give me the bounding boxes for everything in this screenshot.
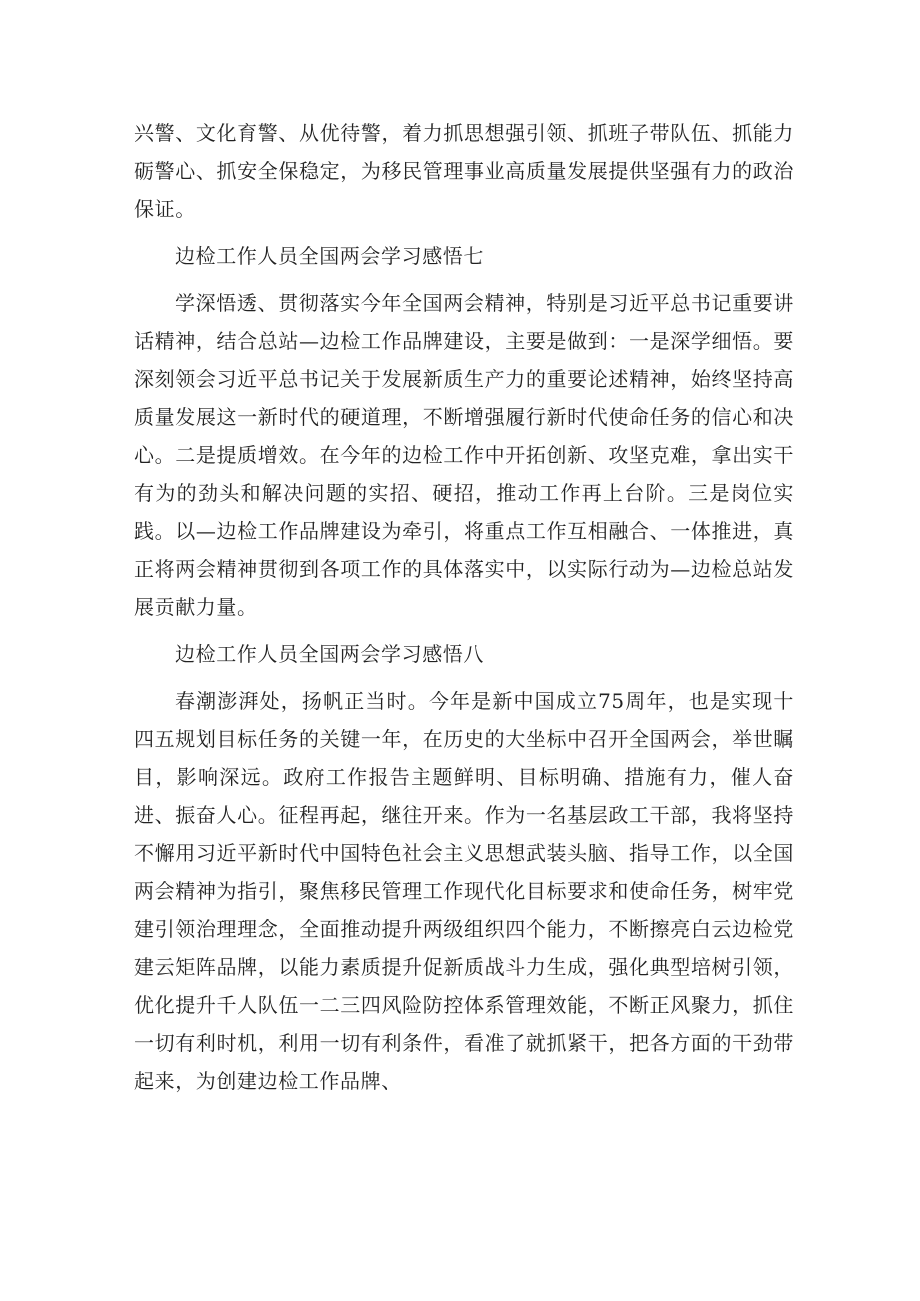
section-heading-eight: 边检工作人员全国两会学习感悟八 xyxy=(175,642,484,666)
paragraph-eight-body: 春潮澎湃处，扬帆正当时。今年是新中国成立75周年，也是实现十四五规划目标任务的关键一年，在历史的大坐标中召开全国两会，举世瞩目，影响深远。政府工作报告主题鲜明、目标明确、措施有力，催人奋进、振奋人心。征程再起，继往开来。作为一名基层政工干部，我将坚持不懈用习近平新时代中国特色社会主义思想武装头脑、指导工作，以全国两会精神为指引，聚焦移民管理工作现代化目标要求和使命任务，树牢党建引领治理理念，全面推动提升两级组织四个能力，不断擦亮白云边检党建云矩阵品牌，以能力素质提升促新质战斗力生成，强化典型培树引领，优化提升千人队伍一二三四风险防控体系管理效能，不断正风聚力，抓住一切有利时机，利用一切有利条件，看准了就抓紧干，把各方面的干劲带起来，为创建边检工作品牌、 xyxy=(134,689,794,1093)
paragraph-continuation: 兴警、文化育警、从优待警，着力抓思想强引领、抓班子带队伍、抓能力砺警心、抓安全保稳定，为移民管理事业高质量发展提供坚强有力的政治保证。 xyxy=(134,121,794,221)
section-heading-seven: 边检工作人员全国两会学习感悟七 xyxy=(175,244,484,268)
paragraph-seven-body: 学深悟透、贯彻落实今年全国两会精神，特别是习近平总书记重要讲话精神，结合总站—边检工作品牌建设，主要是做到：一是深学细悟。要深刻领会习近平总书记关于发展新质生产力的重要论述精神，始终坚持高质量发展这一新时代的硬道理，不断增强履行新时代使命任务的信心和决心。二是提质增效。在今年的边检工作中开拓创新、攻坚克难，拿出实干有为的劲头和解决问题的实招、硬招，推动工作再上台阶。三是岗位实践。以—边检工作品牌建设为牵引，将重点工作互相融合、一体推进，真正将两会精神贯彻到各项工作的具体落实中，以实际行动为—边检总站发展贡献力量。 xyxy=(134,291,794,619)
document-body xyxy=(134,114,794,1109)
